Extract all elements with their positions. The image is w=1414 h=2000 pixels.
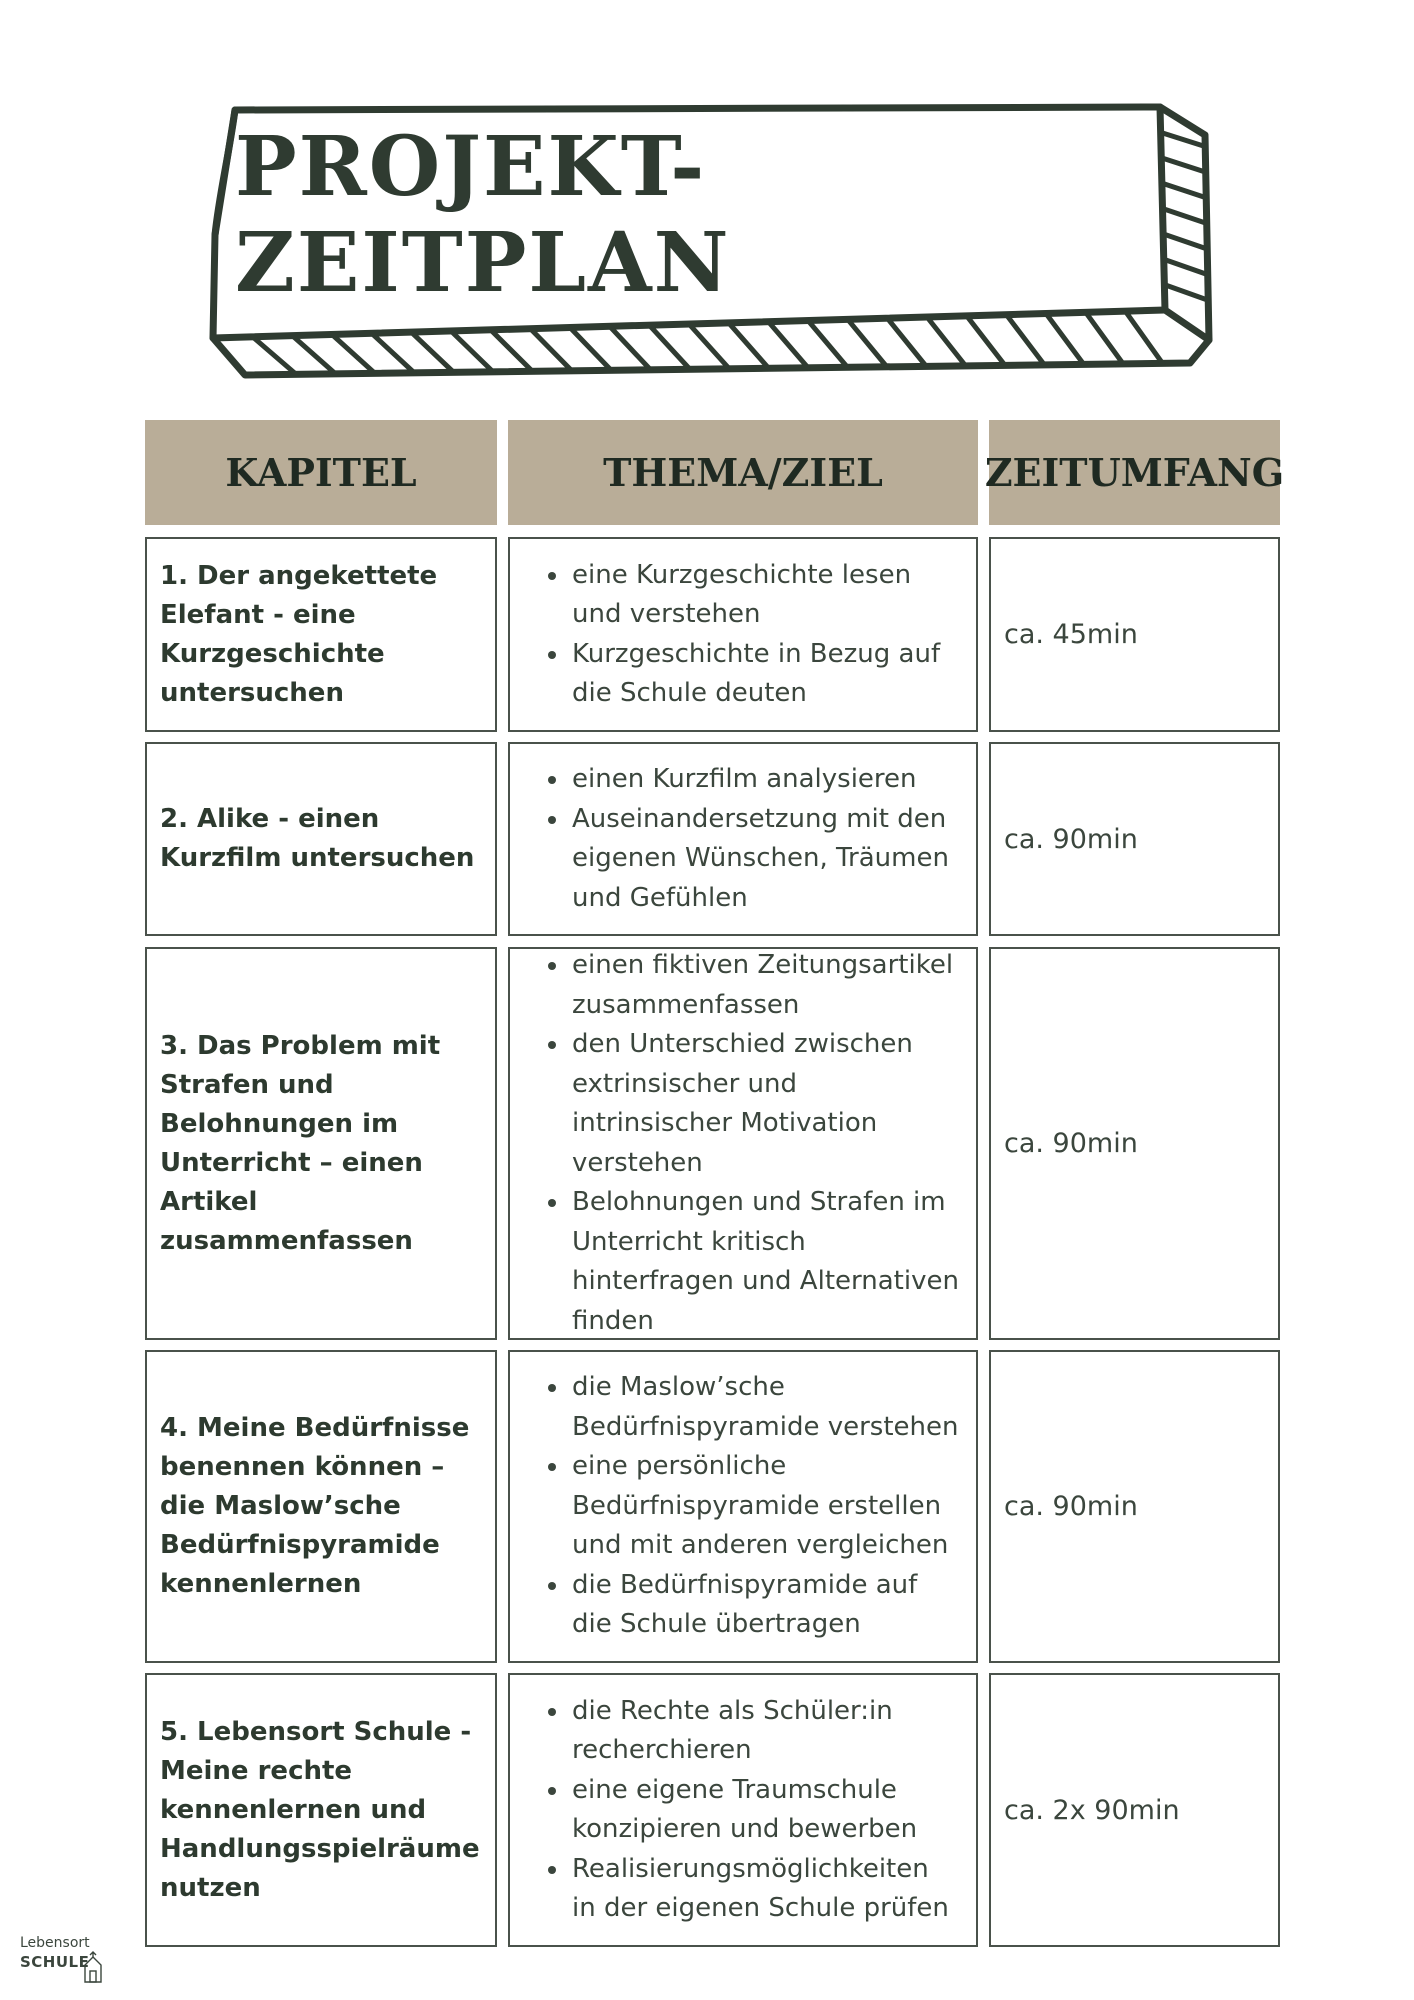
thema-list: [522, 946, 960, 1341]
kapitel-text: 3. Das Problem mit Strafen und Belohnungen im Unterricht – einen Artikel zusammenfassen: [160, 1030, 441, 1256]
header-kapitel: KAPITEL: [145, 420, 497, 525]
zeitumfang-text: ca. 90min: [1004, 823, 1138, 855]
zeitumfang-cell: [989, 537, 1280, 732]
thema-item: • Kurzgeschichte in Bezug auf die Schule deuten: [570, 635, 960, 714]
thema-list: [522, 760, 960, 918]
zeitumfang-text: ca. 90min: [1004, 1128, 1138, 1159]
lebensort-schule-logo: [20, 1935, 110, 1990]
thema-cell: [508, 947, 978, 1340]
kapitel-cell: [145, 1673, 497, 1947]
thema-cell: [508, 742, 978, 936]
logo-text-bottom: SCHULE: [20, 1953, 90, 1971]
thema-item: • Auseinandersetzung mit den eigenen Wünschen, Träumen und Gefühlen: [570, 800, 960, 919]
school-building-icon: [82, 1951, 104, 1983]
thema-item: • einen Kurzfilm analysieren: [570, 760, 960, 800]
zeitumfang-cell: [989, 1350, 1280, 1663]
thema-item: • Belohnungen und Strafen im Unterricht kritisch hinterfragen und Alternativen finden: [570, 1183, 960, 1341]
zeitumfang-text: ca. 45min: [1004, 619, 1138, 650]
kapitel-text: 1. Der angekettete Elefant - eine Kurzgeschichte untersuchen: [160, 560, 438, 708]
thema-item: • eine eigene Traumschule konzipieren und bewerben: [570, 1771, 960, 1850]
thema-list: [522, 1368, 960, 1645]
title-banner: [205, 95, 1215, 395]
zeitumfang-cell: [989, 742, 1280, 936]
thema-list: [522, 1692, 960, 1929]
logo-text-top: Lebensort: [20, 1935, 90, 1951]
thema-item: • Realisierungsmöglichkeiten in der eigenen Schule prüfen: [570, 1850, 960, 1929]
thema-item: • einen fiktiven Zeitungsartikel zusammenfassen: [570, 946, 960, 1025]
kapitel-cell: [145, 947, 497, 1340]
kapitel-cell: [145, 742, 497, 936]
kapitel-cell: [145, 1350, 497, 1663]
zeitumfang-cell: [989, 1673, 1280, 1947]
thema-item: • die Maslow’sche Bedürfnispyramide verstehen: [570, 1368, 960, 1447]
zeitumfang-cell: [989, 947, 1280, 1340]
header-zeitumfang: ZEITUMFANG: [989, 420, 1280, 525]
zeitumfang-text: ca. 90min: [1004, 1491, 1138, 1522]
thema-item: • den Unterschied zwischen extrinsischer und intrinsischer Motivation verstehen: [570, 1025, 960, 1183]
thema-cell: [508, 537, 978, 732]
page-title: PROJEKT-ZEITPLAN: [235, 119, 731, 311]
thema-item: • eine persönliche Bedürfnispyramide erstellen und mit anderen vergleichen: [570, 1447, 960, 1566]
thema-item: • die Bedürfnispyramide auf die Schule übertragen: [570, 1566, 960, 1645]
kapitel-cell: [145, 537, 497, 732]
zeitumfang-text: ca. 2x 90min: [1004, 1794, 1180, 1826]
header-thema: THEMA/ZIEL: [508, 420, 978, 525]
kapitel-text: 5. Lebensort Schule - Meine rechte kennenlernen und Handlungsspielräume nutzen: [160, 1716, 480, 1903]
thema-list: [522, 556, 960, 714]
kapitel-text: 2. Alike - einen Kurzfilm untersuchen: [160, 804, 475, 873]
thema-cell: [508, 1350, 978, 1663]
thema-item: • die Rechte als Schüler:in recherchieren: [570, 1692, 960, 1771]
kapitel-text: 4. Meine Bedürfnisse benennen können – die Maslow’sche Bedürfnispyramide kennenlernen: [160, 1413, 470, 1599]
thema-cell: [508, 1673, 978, 1947]
thema-item: • eine Kurzgeschichte lesen und verstehen: [570, 556, 960, 635]
